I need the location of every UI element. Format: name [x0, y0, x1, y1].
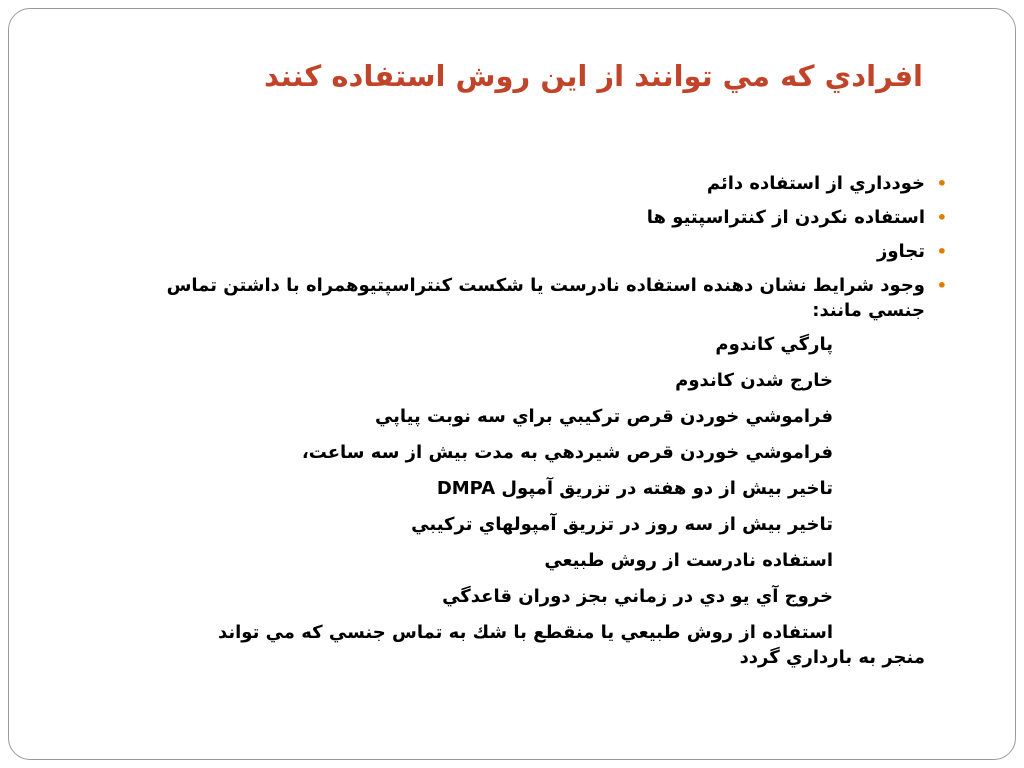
bullet-text: تجاوز: [876, 241, 925, 262]
bullet-item: [125, 239, 947, 264]
sub-item: خارج شدن كاندوم: [675, 370, 833, 391]
sub-item: استفاده نادرست از روش طبيعي: [544, 550, 833, 571]
sub-item: تاخير بيش از سه روز در تزريق آمپولهاي تركيبي: [411, 514, 833, 535]
last-item: [125, 620, 925, 670]
last-item-line1: استفاده از روش طبيعي يا منقطع با شك به تماس جنسي كه مي تواند: [217, 622, 833, 643]
bullet-text: استفاده نكردن از كنتراسپتيو ها: [646, 207, 925, 228]
sub-item-list: [125, 332, 925, 609]
sub-item: فراموشي خوردن قرص شيردهي به مدت بيش از سه ساعت،: [301, 442, 833, 463]
slide-frame: [8, 8, 1016, 760]
bullet-item: [125, 205, 947, 230]
bullet-text: خودداري از استفاده دائم: [706, 173, 925, 194]
bullet-icon: •: [936, 242, 947, 261]
sub-item: فراموشي خوردن قرص تركيبي براي سه نوبت پياپي: [374, 406, 833, 427]
last-item-line2: منجر به بارداري گردد: [739, 647, 925, 668]
bullet-icon: •: [936, 174, 947, 193]
bullet-icon: •: [936, 208, 947, 227]
slide-content: [125, 171, 947, 670]
bullet-icon: •: [936, 276, 947, 295]
sub-item: تاخير بيش از دو هفته در تزريق آمپول DMPA: [436, 478, 833, 499]
sub-item: خروج آي يو دي در زماني بجز دوران قاعدگي: [442, 586, 833, 607]
bullet-text: وجود شرايط نشان دهنده استفاده نادرست يا شكست كنتراسپتيوهمراه با داشتن تماس جنسي مانند:: [166, 275, 925, 321]
slide-title: افرادي كه مي توانند از اين روش استفاده كنند: [263, 59, 923, 93]
bullet-list: [125, 171, 947, 323]
sub-item: پارگي كاندوم: [715, 334, 833, 355]
bullet-item: [125, 273, 947, 323]
bullet-item: [125, 171, 947, 196]
